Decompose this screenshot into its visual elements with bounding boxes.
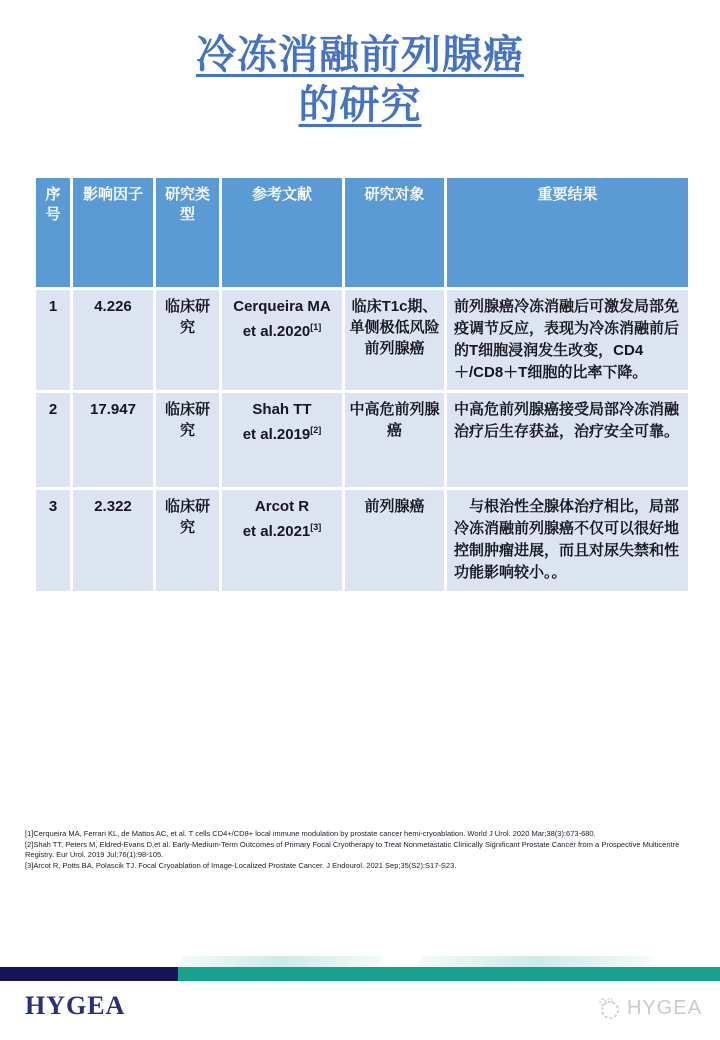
footnote-3: [3]Arcot R, Potts BA, Polascik TJ. Focal Cryoablation of Image-Localized Prostate Cancer. J Endourol. 2021 Sep;35(S2):S17-S23. [25, 860, 457, 870]
bar-highlight [177, 956, 383, 967]
study-table [33, 175, 691, 594]
header-reference: 参考文献 [221, 177, 344, 289]
cell-no: 3 [35, 489, 72, 593]
cell-subjects: 前列腺癌 [344, 489, 446, 593]
hygea-watermark-icon [597, 996, 621, 1020]
cell-reference [221, 289, 344, 392]
cell-study-type: 临床研究 [155, 392, 221, 489]
hygea-logo: HYGEA [25, 991, 126, 1020]
reference-authors: Shah TT [252, 401, 312, 418]
header-no: 序号 [35, 177, 72, 289]
watermark-text: HYGEA [626, 996, 702, 1019]
reference-year: et al.2019[2] [242, 425, 322, 443]
cell-subjects: 中高危前列腺癌 [344, 392, 446, 489]
cell-reference [221, 489, 344, 593]
reference-citation-mark: [2] [310, 425, 322, 435]
reference-authors: Arcot R [254, 498, 310, 515]
header-impact-factor: 影响因子 [72, 177, 155, 289]
title-line-1: 冷冻消融前列腺癌 [196, 33, 524, 77]
header-results: 重要结果 [446, 177, 690, 289]
cell-results: 中高危前列腺癌接受局部冷冻消融治疗后生存获益，治疗安全可靠。 [446, 392, 690, 489]
cell-study-type: 临床研究 [155, 289, 221, 392]
cell-study-type: 临床研究 [155, 489, 221, 593]
table-row [35, 489, 690, 593]
footnote-1: [1]Cerqueira MA, Ferrari KL, de Mattos AC, et al. T cells CD4+/CD8+ local immune modulation by prostate cancer hemi-cryoablation. World J Urol. 2020 Mar;38(3):673-680. [25, 829, 596, 838]
footnote-2: [2]Shah TT, Peters M, Eldred-Evans D,et al. Early-Medium-Term Outcomes of Primary Focal Cryotherapy to Treat Nonmetastatic Clinically Significant Prostate Cancer from a Prospective Multicentre Registry. Eur Urol. 2019 Jul;76(1):98-105. [25, 839, 680, 859]
cell-no: 1 [35, 289, 72, 392]
title-line-2: 的研究 [298, 83, 422, 127]
table-row [35, 392, 690, 489]
table-row [35, 289, 690, 392]
reference-citation-mark: [1] [310, 322, 322, 332]
footer-bar-teal [178, 967, 720, 981]
cell-reference [221, 392, 344, 489]
cell-no: 2 [35, 392, 72, 489]
header-subjects: 研究对象 [344, 177, 446, 289]
hygea-watermark [597, 996, 702, 1020]
cell-results: 与根治性全腺体治疗相比，局部冷冻消融前列腺癌不仅可以很好地控制肿瘤进展，而且对尿失禁和性功能影响较小。。 [446, 489, 690, 593]
bar-highlight [417, 956, 653, 967]
cell-impact-factor: 4.226 [72, 289, 155, 392]
reference-year: et al.2020[1] [242, 322, 322, 340]
header-study-type: 研究类型 [155, 177, 221, 289]
cell-subjects: 临床T1c期、单侧极低风险前列腺癌 [344, 289, 446, 392]
reference-year: et al.2021[3] [242, 522, 322, 540]
page-title [0, 30, 720, 130]
table-header-row [35, 177, 690, 289]
reference-citation-mark: [3] [310, 522, 322, 532]
footer-bar-navy [0, 967, 178, 981]
cell-impact-factor: 17.947 [72, 392, 155, 489]
cell-impact-factor: 2.322 [72, 489, 155, 593]
footnote-references [25, 829, 698, 871]
reference-authors: Cerqueira MA [233, 298, 331, 315]
cell-results: 前列腺癌冷冻消融后可激发局部免疫调节反应，表现为冷冻消融前后的T细胞浸润发生改变，CD4＋/CD8＋T细胞的比率下降。 [446, 289, 690, 392]
